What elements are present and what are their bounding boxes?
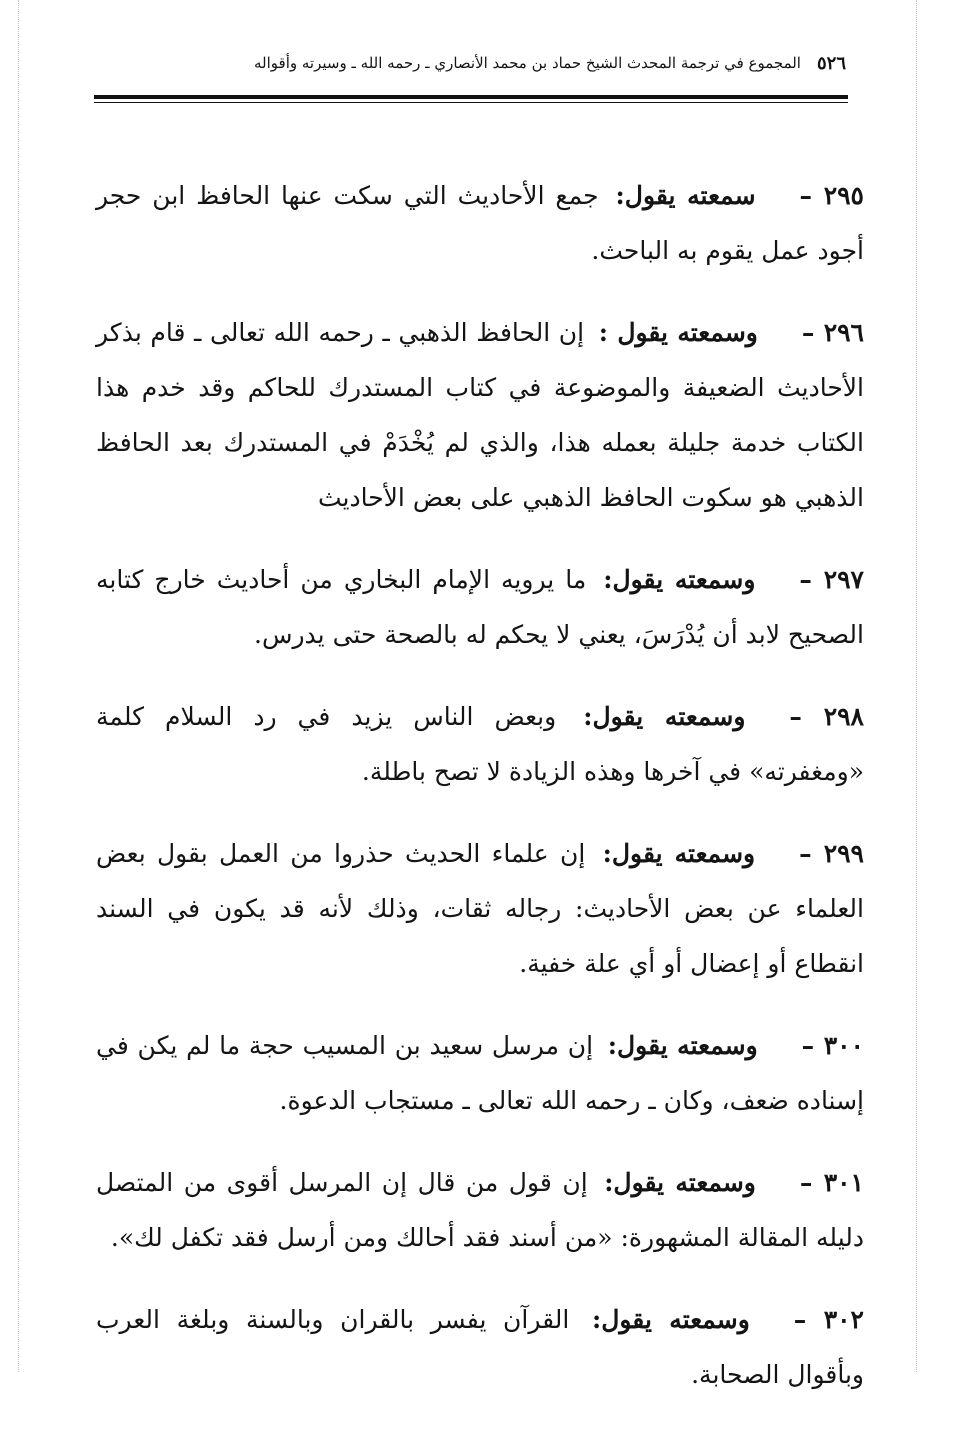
entry-text: ما يرويه الإمام البخاري من أحاديث خارج كتابه الصحيح لابد أن يُدْرَسَ، يعني لا يحكم له بالصحة حتى يدرس. xyxy=(96,565,864,649)
page-body xyxy=(96,168,864,1429)
entry-301 xyxy=(96,1155,864,1265)
entry-lead: سمعته يقول: xyxy=(615,181,756,210)
scan-edge-line-left xyxy=(18,0,19,1372)
entry-302 xyxy=(96,1292,864,1402)
entry-text: جمع الأحاديث التي سكت عنها الحافظ ابن حجر أجود عمل يقوم به الباحث. xyxy=(96,181,864,265)
entry-text: وبعض الناس يزيد في رد السلام كلمة «ومغفرته» في آخرها وهذه الزيادة لا تصح باطلة. xyxy=(96,702,864,786)
running-header-title: المجموع في ترجمة المحدث الشيخ حماد بن محمد الأنصاري ـ رحمه الله ـ وسيرته وأقواله xyxy=(254,54,801,72)
entry-lead: وسمعته يقول: xyxy=(583,702,746,731)
entry-296 xyxy=(96,305,864,525)
entry-number: ٣٠٠ – xyxy=(801,1031,864,1060)
entry-lead: وسمعته يقول: xyxy=(607,1031,758,1060)
page-number: ٥٢٦ xyxy=(816,52,846,74)
scan-edge-line-right xyxy=(916,0,917,1372)
entry-text: القرآن يفسر بالقران وبالسنة وبلغة العرب وبأقوال الصحابة. xyxy=(96,1305,864,1389)
entry-number: ٢٩٧ – xyxy=(799,565,864,594)
entry-number: ٢٩٩ – xyxy=(799,839,864,868)
entry-297 xyxy=(96,552,864,662)
entry-lead: وسمعته يقول: xyxy=(592,1305,750,1334)
entry-lead: وسمعته يقول : xyxy=(598,318,758,347)
entry-299 xyxy=(96,826,864,991)
entry-lead: وسمعته يقول: xyxy=(604,1168,756,1197)
header-rule-thin xyxy=(94,102,848,103)
entry-number: ٣٠٢ – xyxy=(793,1305,864,1334)
running-header xyxy=(96,48,846,78)
entry-number: ٢٩٨ – xyxy=(789,702,864,731)
entry-number: ٢٩٥ – xyxy=(799,181,864,210)
entry-298 xyxy=(96,689,864,799)
entry-295 xyxy=(96,168,864,278)
header-rule-thick xyxy=(94,95,848,99)
entry-lead: وسمعته يقول: xyxy=(603,565,756,594)
entry-number: ٣٠١ – xyxy=(799,1168,864,1197)
entry-text: إن مرسل سعيد بن المسيب حجة ما لم يكن في إسناده ضعف، وكان ـ رحمه الله تعالى ـ مستجاب الدعوة. xyxy=(96,1031,864,1115)
entry-number: ٢٩٦ – xyxy=(801,318,864,347)
entry-lead: وسمعته يقول: xyxy=(602,839,756,868)
entry-text: إن علماء الحديث حذروا من العمل بقول بعض العلماء عن بعض الأحاديث: رجاله ثقات، وذلك لأنه قد يكون في السند انقطاع أو إعضال أو أي علة خفية. xyxy=(96,839,864,978)
entry-text: إن قول من قال إن المرسل أقوى من المتصل دليله المقالة المشهورة: «من أسند فقد أحالك ومن أرسل فقد تكفل لك». xyxy=(96,1168,864,1252)
entry-300 xyxy=(96,1018,864,1128)
entry-text: إن الحافظ الذهبي ـ رحمه الله تعالى ـ قام بذكر الأحاديث الضعيفة والموضوعة في كتاب المستدرك للحاكم وقد خدم هذا الكتاب خدمة جليلة بعمله هذا، والذي لم يُخْدَمْ في المستدرك بعد الحافظ الذهبي هو سكوت الحافظ الذهبي على بعض الأحاديث xyxy=(96,318,864,512)
